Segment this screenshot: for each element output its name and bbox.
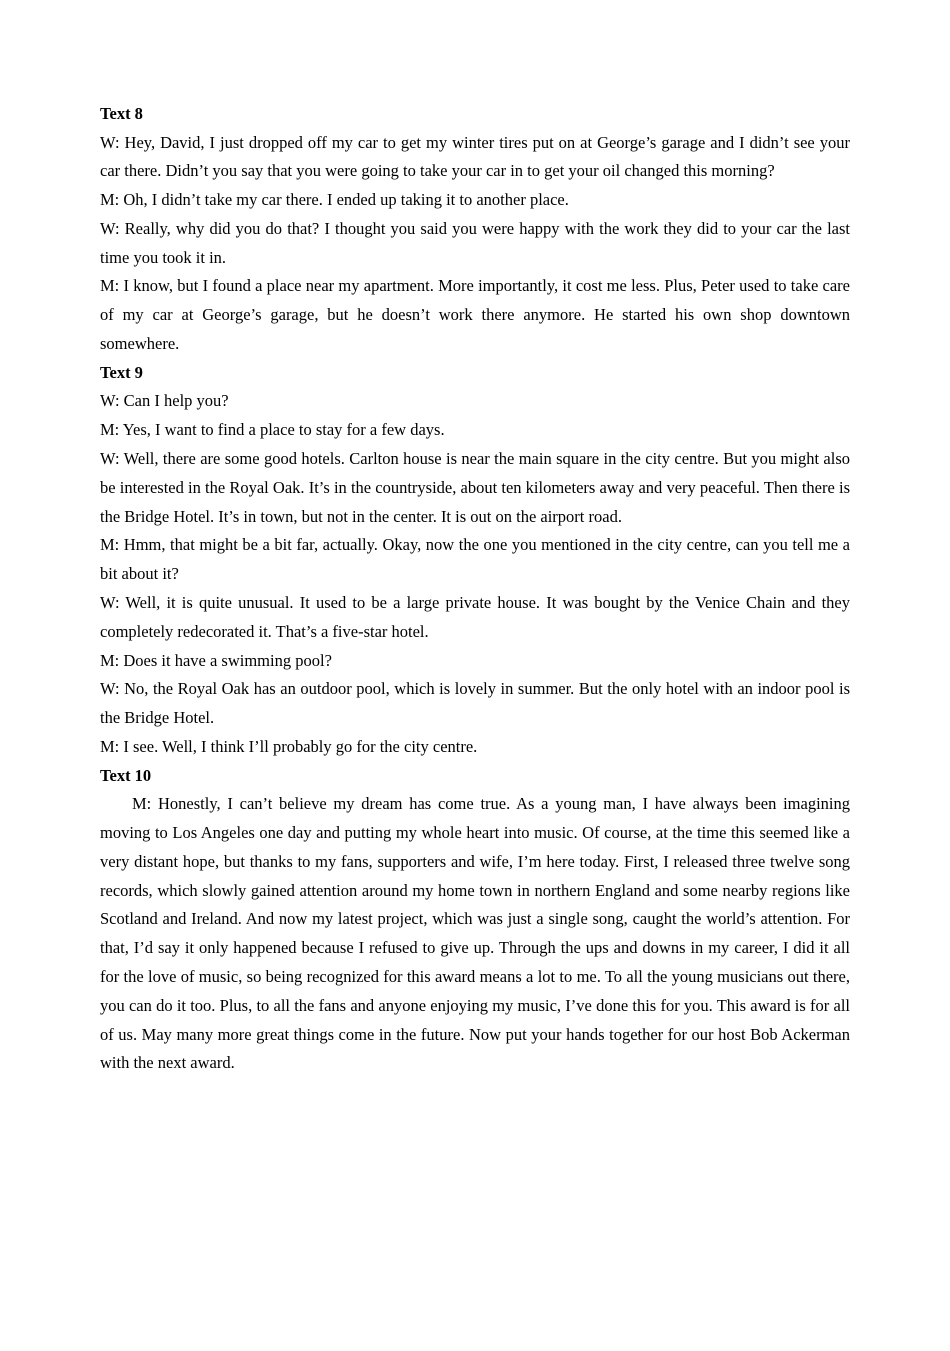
paragraph-text9-m2: M: Hmm, that might be a bit far, actually. Okay, now the one you mentioned in the city centre, can you tell me a bit about it?	[100, 535, 850, 584]
paragraph-text9-w3: W: Well, it is quite unusual. It used to be a large private house. It was bought by the Venice Chain and they completely redecorated it. That’s a five-star hotel.	[100, 592, 850, 641]
paragraph-text9-m3: M: Does it have a swimming pool?	[100, 650, 332, 670]
paragraph-text9-w4: W: No, the Royal Oak has an outdoor pool, which is lovely in summer. But the only hotel with an indoor pool is the Bridge Hotel.	[100, 679, 850, 728]
heading-text-10: Text 10	[100, 765, 152, 785]
paragraph-text8-w1: W: Hey, David, I just dropped off my car to get my winter tires put on at George’s garage and I didn’t see your car there. Didn’t you say that you were going to take your car in to get your oil changed this morning?	[100, 132, 850, 181]
paragraph-text9-w2: W: Well, there are some good hotels. Carlton house is near the main square in the city centre. But you might also be interested in the Royal Oak. It’s in the countryside, about ten kilometers away and very peaceful. Then there is the Bridge Hotel. It’s in town, but not in the center. It is out on the airport road.	[100, 448, 850, 526]
heading-text-8: Text 8	[100, 104, 143, 123]
paragraph-text9-m4: M: I see. Well, I think I’ll probably go for the city centre.	[100, 736, 478, 756]
paragraph-text8-m1: M: Oh, I didn’t take my car there. I ended up taking it to another place.	[100, 190, 569, 210]
paragraph-text8-m2: M: I know, but I found a place near my apartment. More importantly, it cost me less. Plus, Peter used to take care of my car at George’s garage, but he doesn’t work there anymore. He started his own shop downtown somewhere.	[100, 276, 850, 354]
heading-text-9: Text 9	[100, 362, 143, 382]
paragraph-text9-m1: M: Yes, I want to find a place to stay for a few days.	[100, 420, 445, 440]
paragraph-text8-w2: W: Really, why did you do that? I thought you said you were happy with the work they did to your car the last time you took it in.	[100, 218, 850, 267]
document-body	[100, 100, 850, 1078]
paragraph-text9-w1: W: Can I help you?	[100, 391, 229, 411]
paragraph-text10-m1: M: Honestly, I can’t believe my dream has come true. As a young man, I have always been imagining moving to Los Angeles one day and putting my whole heart into music. Of course, at the time this seemed like a very distant hope, but thanks to my fans, supporters and wife, I’m here today. First, I released three twelve song records, which slowly gained attention around my home town in northern England and some nearby regions like Scotland and Ireland. And now my latest project, which was just a single song, caught the world’s attention. For that, I’d say it only happened because I refused to give up. Through the ups and downs in my career, I did it all for the love of music, so being recognized for this award means a lot to me. To all the young musicians out there, you can do it too. Plus, to all the fans and anyone enjoying my music, I’ve done this for you. This award is for all of us. May many more great things come in the future. Now put your hands together for our host Bob Ackerman with the next award.	[100, 794, 850, 1073]
